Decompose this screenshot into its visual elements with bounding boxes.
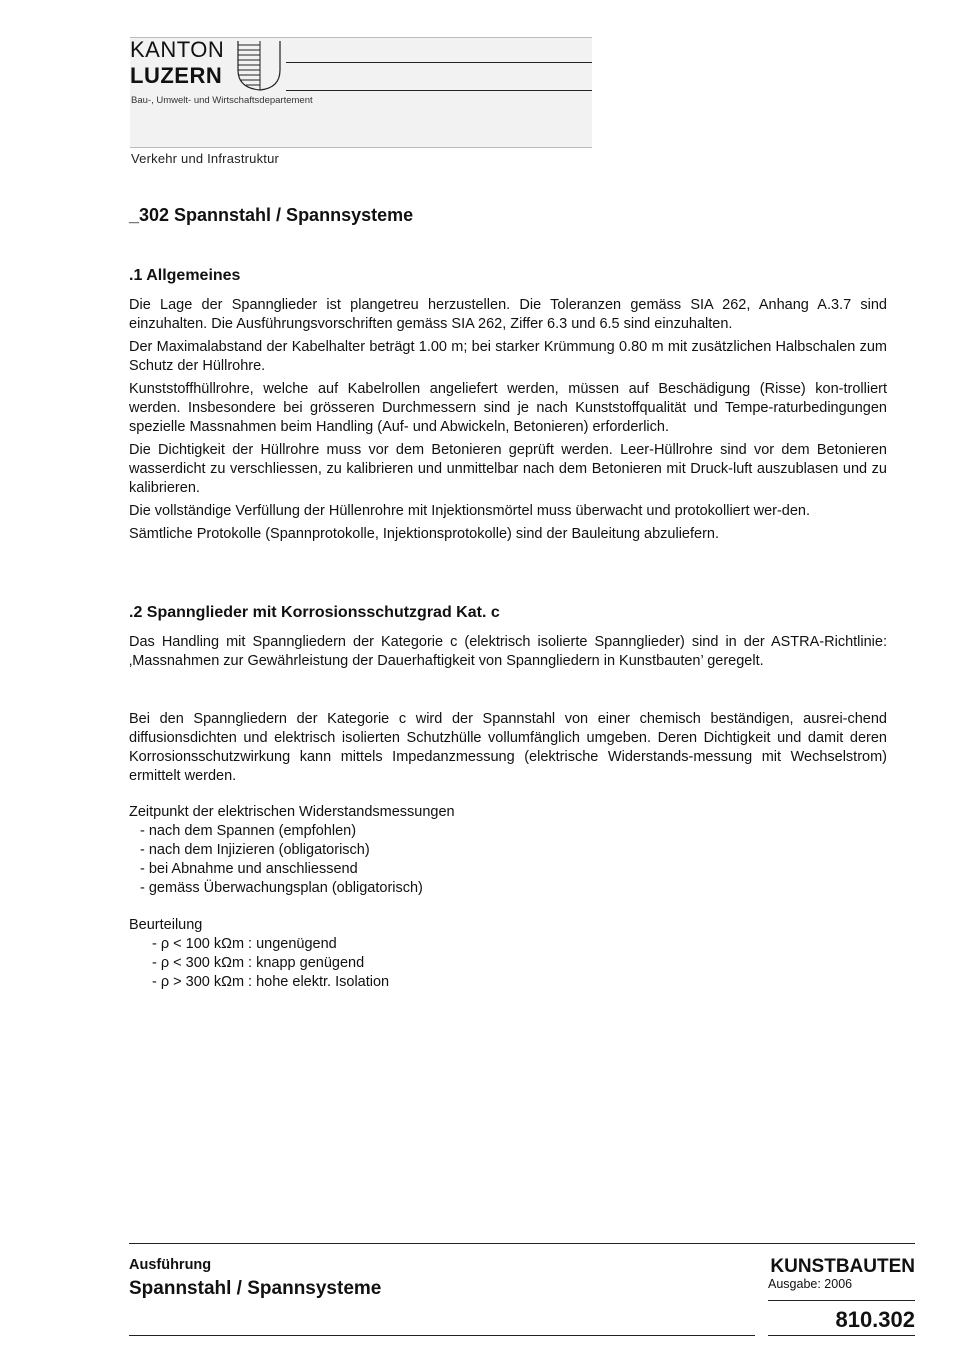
footer-bottom-rule-right — [768, 1335, 915, 1336]
header-bottom-rule — [130, 147, 592, 148]
footer-category: Ausführung — [129, 1257, 212, 1273]
footer-bottom-rule — [129, 1335, 755, 1336]
logo-luzern-text: LUZERN — [130, 63, 223, 88]
list-item: - ρ < 300 kΩm : knapp genügend — [152, 955, 365, 971]
paragraph: Das Handling mit Spanngliedern der Kategorie c (elektrisch isolierte Spannglieder) sind in der ASTRA-Richtlinie: ‚Massnahmen zur Gewährleistung der Dauerhaftigkeit von Spanngliedern in Kunstbauten’ geregelt. — [129, 634, 887, 669]
paragraph: Kunststoffhüllrohre, welche auf Kabelrollen angeliefert werden, müssen auf Beschädigung (Risse) kon-trolliert werden. Insbesondere bei grösseren Durchmessern sind je nach Kunststoffqualität und Tempe-raturbedingungen spezielle Massnahmen beim Handling (Auf- und Abwickeln, Betonieren) erforderlich. — [129, 381, 887, 435]
rating-label: Beurteilung — [129, 917, 203, 933]
paragraph: Die Dichtigkeit der Hüllrohre muss vor dem Betonieren geprüft werden. Leer-Hüllrohre sind vor dem Betonieren wasserdicht zu verschliessen, zu kalibrieren und unmittelbar nach dem Betonieren mit Druck-luft auszublasen und zu kalibrieren. — [129, 442, 887, 496]
header-rule-2 — [286, 90, 592, 91]
footer-document-number: 810.302 — [835, 1307, 915, 1332]
paragraph: Sämtliche Protokolle (Spannprotokolle, Injektionsprotokolle) sind der Bauleitung abzuliefern. — [129, 526, 720, 542]
section-1-body — [129, 296, 887, 548]
paragraph: Bei den Spanngliedern der Kategorie c wird der Spannstahl von einer chemisch beständigen, ausrei-chend diffusionsdichten und elektrisch isolierten Schutzhülle vollumfänglich umgeben. Deren Dichtigkeit und damit deren Korrosionsschutzwirkung kann mittels Impedanzmessung (elektrische Widerstands-messung mit Wechselstrom) ermittelt werden. — [129, 711, 887, 784]
header-rule-1 — [286, 62, 592, 63]
footer-section: KUNSTBAUTEN — [770, 1256, 915, 1277]
document-title: _302 Spannstahl / Spannsysteme — [129, 205, 414, 225]
canton-shield-icon — [236, 40, 284, 92]
footer-title: Spannstahl / Spannsysteme — [129, 1278, 382, 1299]
list-item: - bei Abnahme und anschliessend — [140, 861, 358, 877]
paragraph: Die vollständige Verfüllung der Hüllenrohre mit Injektionsmörtel muss überwacht und protokolliert wer-den. — [129, 503, 811, 519]
list-item: - ρ > 300 kΩm : hohe elektr. Isolation — [152, 974, 390, 990]
list-item: - gemäss Überwachungsplan (obligatorisch) — [140, 880, 423, 896]
footer-edition: Ausgabe: 2006 — [768, 1277, 853, 1291]
rating-list — [152, 935, 389, 992]
timing-list — [140, 822, 423, 898]
department-name: Bau-, Umwelt- und Wirtschaftsdepartement — [131, 95, 313, 106]
section-2-detail — [129, 710, 887, 790]
footer-right-rule — [768, 1300, 915, 1301]
section-1-heading: .1 Allgemeines — [129, 267, 241, 284]
division-name: Verkehr und Infrastruktur — [131, 151, 280, 166]
footer-top-rule — [129, 1243, 915, 1244]
section-2-intro — [129, 633, 887, 675]
list-item: - ρ < 100 kΩm : ungenügend — [152, 936, 337, 952]
paragraph: Die Lage der Spannglieder ist plangetreu herzustellen. Die Toleranzen gemäss SIA 262, Anhang A.3.7 sind einzuhalten. Die Ausführungsvorschriften gemäss SIA 262, Ziffer 6.3 und 6.5 sind einzuhalten. — [129, 297, 887, 332]
section-2-heading: .2 Spannglieder mit Korrosionsschutzgrad Kat. c — [129, 604, 500, 621]
list-item: - nach dem Injizieren (obligatorisch) — [140, 842, 370, 858]
timing-label: Zeitpunkt der elektrischen Widerstandsmessungen — [129, 804, 455, 820]
list-item: - nach dem Spannen (empfohlen) — [140, 823, 357, 839]
paragraph: Der Maximalabstand der Kabelhalter beträgt 1.00 m; bei starker Krümmung 0.80 m mit zusätzlichen Halbschalen zum Schutz der Hüllrohre. — [129, 339, 887, 374]
logo-kanton-text: KANTON — [130, 37, 225, 62]
